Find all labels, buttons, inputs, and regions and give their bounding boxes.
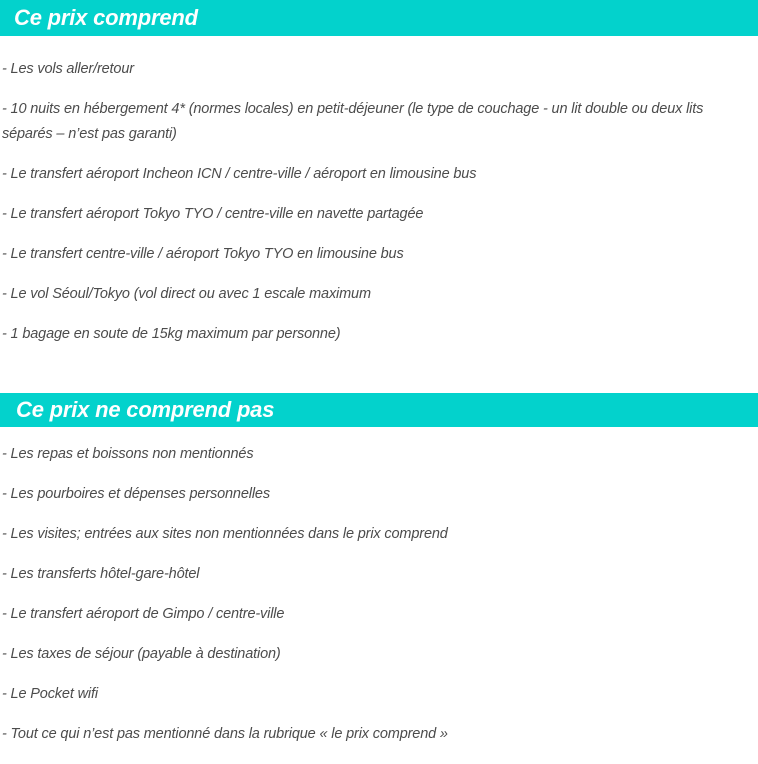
spacer — [2, 467, 756, 482]
list-item: - Le Pocket wifi — [2, 686, 98, 702]
spacer — [2, 147, 756, 162]
spacer — [2, 707, 756, 722]
section-body-not-included — [0, 442, 758, 747]
section-divider-space — [0, 347, 758, 393]
spacer — [2, 187, 756, 202]
list-item: - Le transfert aéroport de Gimpo / centre-ville — [2, 606, 285, 622]
spacer — [0, 427, 758, 442]
list-item: - Le transfert centre-ville / aéroport Tokyo TYO en limousine bus — [2, 246, 404, 262]
list-item: - Le transfert aéroport Tokyo TYO / centre-ville en navette partagée — [2, 206, 424, 222]
list-item: - Les transferts hôtel-gare-hôtel — [2, 566, 200, 582]
list-item: - Les taxes de séjour (payable à destination) — [2, 646, 281, 662]
list-item: - Les repas et boissons non mentionnés — [2, 446, 254, 462]
list-item: - Tout ce qui n’est pas mentionné dans la rubrique « le prix comprend » — [2, 726, 448, 742]
spacer — [2, 82, 756, 97]
list-item: - Les pourboires et dépenses personnelles — [2, 486, 270, 502]
section-included — [0, 0, 758, 347]
list-item: - Le transfert aéroport Incheon ICN / centre-ville / aéroport en limousine bus — [2, 166, 477, 182]
spacer — [2, 227, 756, 242]
spacer — [2, 307, 756, 322]
spacer — [2, 587, 756, 602]
section-header-included: Ce prix comprend — [0, 0, 758, 36]
spacer — [2, 667, 756, 682]
section-header-not-included: Ce prix ne comprend pas — [0, 393, 758, 427]
spacer — [2, 507, 756, 522]
list-item: - 1 bagage en soute de 15kg maximum par personne) — [2, 326, 341, 342]
spacer — [0, 36, 758, 57]
list-item: - Le vol Séoul/Tokyo (vol direct ou avec 1 escale maximum — [2, 286, 371, 302]
spacer — [2, 267, 756, 282]
list-item: - Les visites; entrées aux sites non mentionnées dans le prix comprend — [2, 526, 448, 542]
spacer — [2, 547, 756, 562]
section-body-included — [0, 57, 758, 347]
section-not-included — [0, 393, 758, 747]
list-item: - 10 nuits en hébergement 4* (normes locales) en petit-déjeuner (le type de couchage - un lit double ou deux lits séparés – n’est pas garanti) — [2, 101, 704, 142]
spacer — [2, 627, 756, 642]
list-item: - Les vols aller/retour — [2, 61, 134, 77]
